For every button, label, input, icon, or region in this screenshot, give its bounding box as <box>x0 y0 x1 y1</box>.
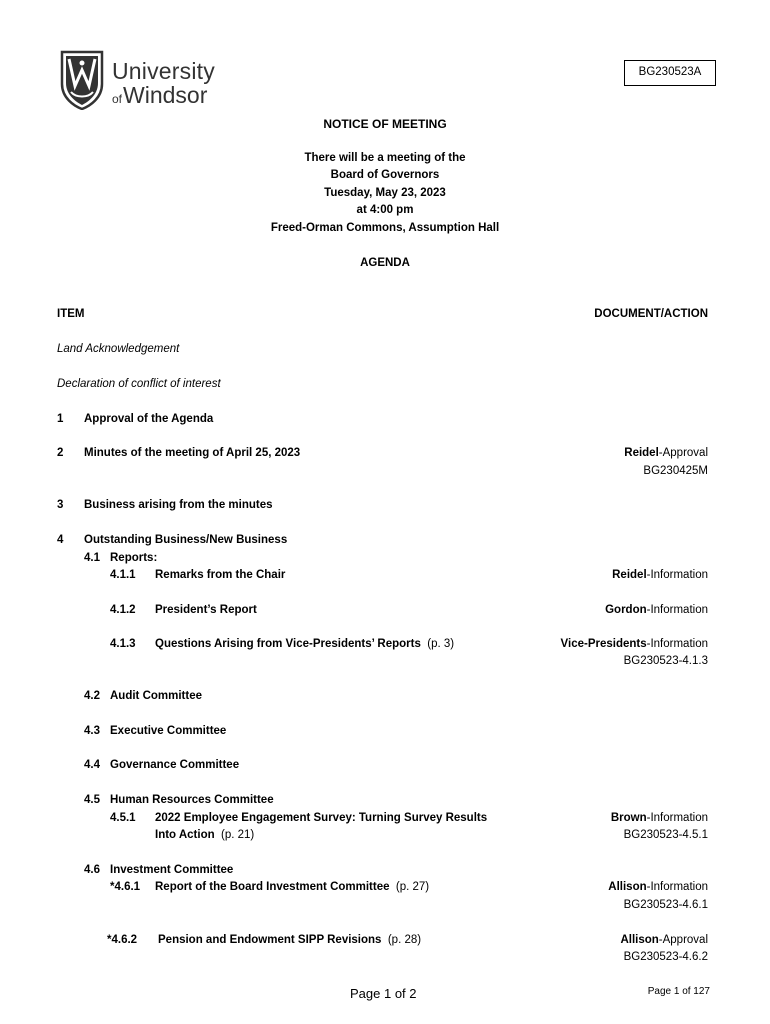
subitem-number: 4.1.1 <box>110 569 136 581</box>
page-reference: (p. 3) <box>427 638 455 650</box>
subitem-title-line <box>155 638 454 650</box>
shield-crest-icon <box>60 50 104 110</box>
subitem-title-line <box>155 881 429 893</box>
subitem-number: 4.6 <box>84 864 100 876</box>
subitem-title-line <box>158 934 421 946</box>
subitem-title: Human Resources Committee <box>110 794 274 806</box>
subitem-number: *4.6.2 <box>107 934 138 946</box>
subitem-number: 4.1.3 <box>110 638 136 650</box>
subitem-title: Governance Committee <box>110 759 240 771</box>
subitem-title: Pension and Endowment SIPP Revisions <box>158 934 382 946</box>
page-reference: (p. 27) <box>395 881 430 893</box>
item-title: Approval of the Agenda <box>84 413 214 425</box>
logo-text-university: University <box>112 58 215 84</box>
item-action-type: -Information <box>646 812 708 824</box>
page-reference: (p. 21) <box>221 829 255 841</box>
item-action <box>624 447 708 459</box>
item-action-type: -Information <box>646 638 708 650</box>
item-presenter: Vice-Presidents <box>560 638 647 650</box>
subitem-title: President’s Report <box>155 604 257 616</box>
page-number: Page 1 of 2 <box>350 986 417 1001</box>
item-document-ref: BG230523-4.1.3 <box>623 655 708 667</box>
subitem-number: 4.1 <box>84 552 100 564</box>
university-logo <box>60 50 220 112</box>
subitem-number: 4.1.2 <box>110 604 136 616</box>
subitem-title: Reports: <box>110 552 158 564</box>
item-document-ref: BG230523-4.5.1 <box>623 829 708 841</box>
item-number: 2 <box>57 447 64 459</box>
item-number: 3 <box>57 499 64 511</box>
item-presenter: Allison <box>620 934 659 946</box>
agenda-heading: AGENDA <box>360 257 410 269</box>
item-presenter: Reidel <box>612 569 647 581</box>
declaration-conflict: Declaration of conflict of interest <box>57 378 221 390</box>
item-action-type: -Information <box>646 604 708 616</box>
subitem-title-line <box>155 829 254 841</box>
item-number: 1 <box>57 413 64 425</box>
item-title: Minutes of the meeting of April 25, 2023 <box>84 447 301 459</box>
subitem-title-continued: Into Action <box>155 829 215 841</box>
item-document-ref: BG230523-4.6.2 <box>623 951 708 963</box>
subitem-title: Remarks from the Chair <box>155 569 286 581</box>
item-document-ref: BG230523-4.6.1 <box>623 899 708 911</box>
subitem-number: 4.4 <box>84 759 100 771</box>
document-code-box: BG230523A <box>624 60 716 86</box>
item-presenter: Gordon <box>605 604 647 616</box>
item-number: 4 <box>57 534 64 546</box>
logo-text-windsor <box>112 82 207 109</box>
item-action-type: -Information <box>646 569 708 581</box>
item-presenter: Brown <box>610 812 647 824</box>
notice-title: NOTICE OF MEETING <box>323 117 447 131</box>
logo-text-windsor-word: Windsor <box>123 82 208 108</box>
item-action-type: -Approval <box>658 934 708 946</box>
subitem-title: Executive Committee <box>110 725 227 737</box>
item-action <box>611 812 708 824</box>
item-document-ref: BG230425M <box>643 465 708 477</box>
item-action-type: -Approval <box>658 447 708 459</box>
subitem-number: 4.5.1 <box>110 812 136 824</box>
notice-line-3: Tuesday, May 23, 2023 <box>324 187 446 199</box>
notice-line-4: at 4:00 pm <box>356 204 414 216</box>
subitem-title: Investment Committee <box>110 864 234 876</box>
notice-line-2: Board of Governors <box>330 169 440 181</box>
subitem-number: 4.3 <box>84 725 100 737</box>
land-acknowledgement: Land Acknowledgement <box>57 343 180 355</box>
subitem-number: 4.2 <box>84 690 100 702</box>
subitem-title: Questions Arising from Vice-Presidents’ Reports <box>155 638 421 650</box>
column-header-document-action: DOCUMENT/ACTION <box>594 308 708 320</box>
item-action <box>605 604 708 616</box>
notice-line-5: Freed-Orman Commons, Assumption Hall <box>270 222 500 234</box>
subitem-number: *4.6.1 <box>110 881 141 893</box>
page-count: Page 1 of 127 <box>647 986 710 997</box>
item-title: Business arising from the minutes <box>84 499 273 511</box>
item-title: Outstanding Business/New Business <box>84 534 288 546</box>
subitem-title: 2022 Employee Engagement Survey: Turning Survey Results <box>155 812 488 824</box>
item-action <box>608 881 708 893</box>
item-presenter: Reidel <box>624 447 659 459</box>
logo-text-of: of <box>112 92 123 106</box>
item-action-type: -Information <box>646 881 708 893</box>
page-reference: (p. 28) <box>387 934 422 946</box>
item-action <box>620 934 708 946</box>
subitem-title: Audit Committee <box>110 690 202 702</box>
item-action <box>612 569 708 581</box>
item-action <box>561 638 708 650</box>
item-presenter: Allison <box>608 881 647 893</box>
subitem-number: 4.5 <box>84 794 100 806</box>
column-header-item: ITEM <box>57 308 85 320</box>
subitem-title: Report of the Board Investment Committee <box>155 881 390 893</box>
notice-line-1: There will be a meeting of the <box>304 152 466 164</box>
